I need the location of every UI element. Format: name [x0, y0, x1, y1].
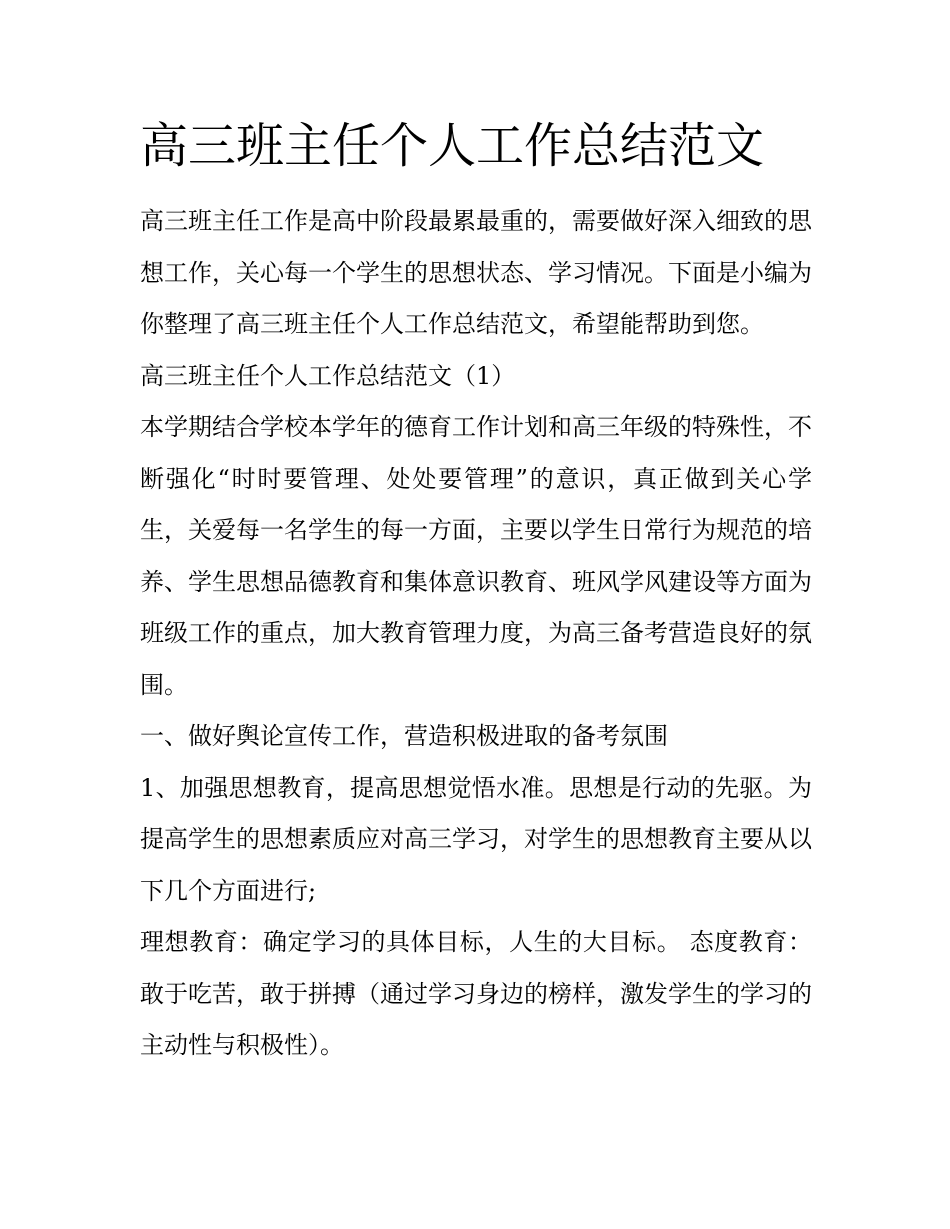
section-heading-1: 高三班主任个人工作总结范文（1） [140, 361, 516, 390]
document-body [140, 196, 812, 1072]
document-title: 高三班主任个人工作总结范文 [140, 118, 765, 174]
intro-paragraph: 高三班主任工作是高中阶段最累最重的，需要做好深入细致的思想工作，关心每一个学生的思想状态、学习情况。下面是小编为你整理了高三班主任个人工作总结范文，希望能帮助到您。 [140, 207, 812, 338]
body-paragraph: 1、加强思想教育，提高思想觉悟水准。思想是行动的先驱。为提高学生的思想素质应对高三学习，对学生的思想教育主要从以下几个方面进行; [140, 773, 812, 905]
body-paragraph: 本学期结合学校本学年的德育工作计划和高三年级的特殊性，不断强化“时时要管理、处处要管理”的意识，真正做到关心学生，关爱每一名学生的每一方面，主要以学生日常行为规范的培养、学生思想品德教育和集体意识教育、班风学风建设等方面为班级工作的重点，加大教育管理力度，为高三备考营造良好的氛围。 [140, 413, 812, 699]
subsection-heading-1: 一、做好舆论宣传工作，营造积极进取的备考氛围 [140, 722, 668, 750]
body-paragraph: 理想教育：确定学习的具体目标，人生的大目标。 态度教育：敢于吃苦，敢于拼搏（通过学习身边的榜样，激发学生的学习的主动性与积极性）。 [140, 928, 812, 1059]
